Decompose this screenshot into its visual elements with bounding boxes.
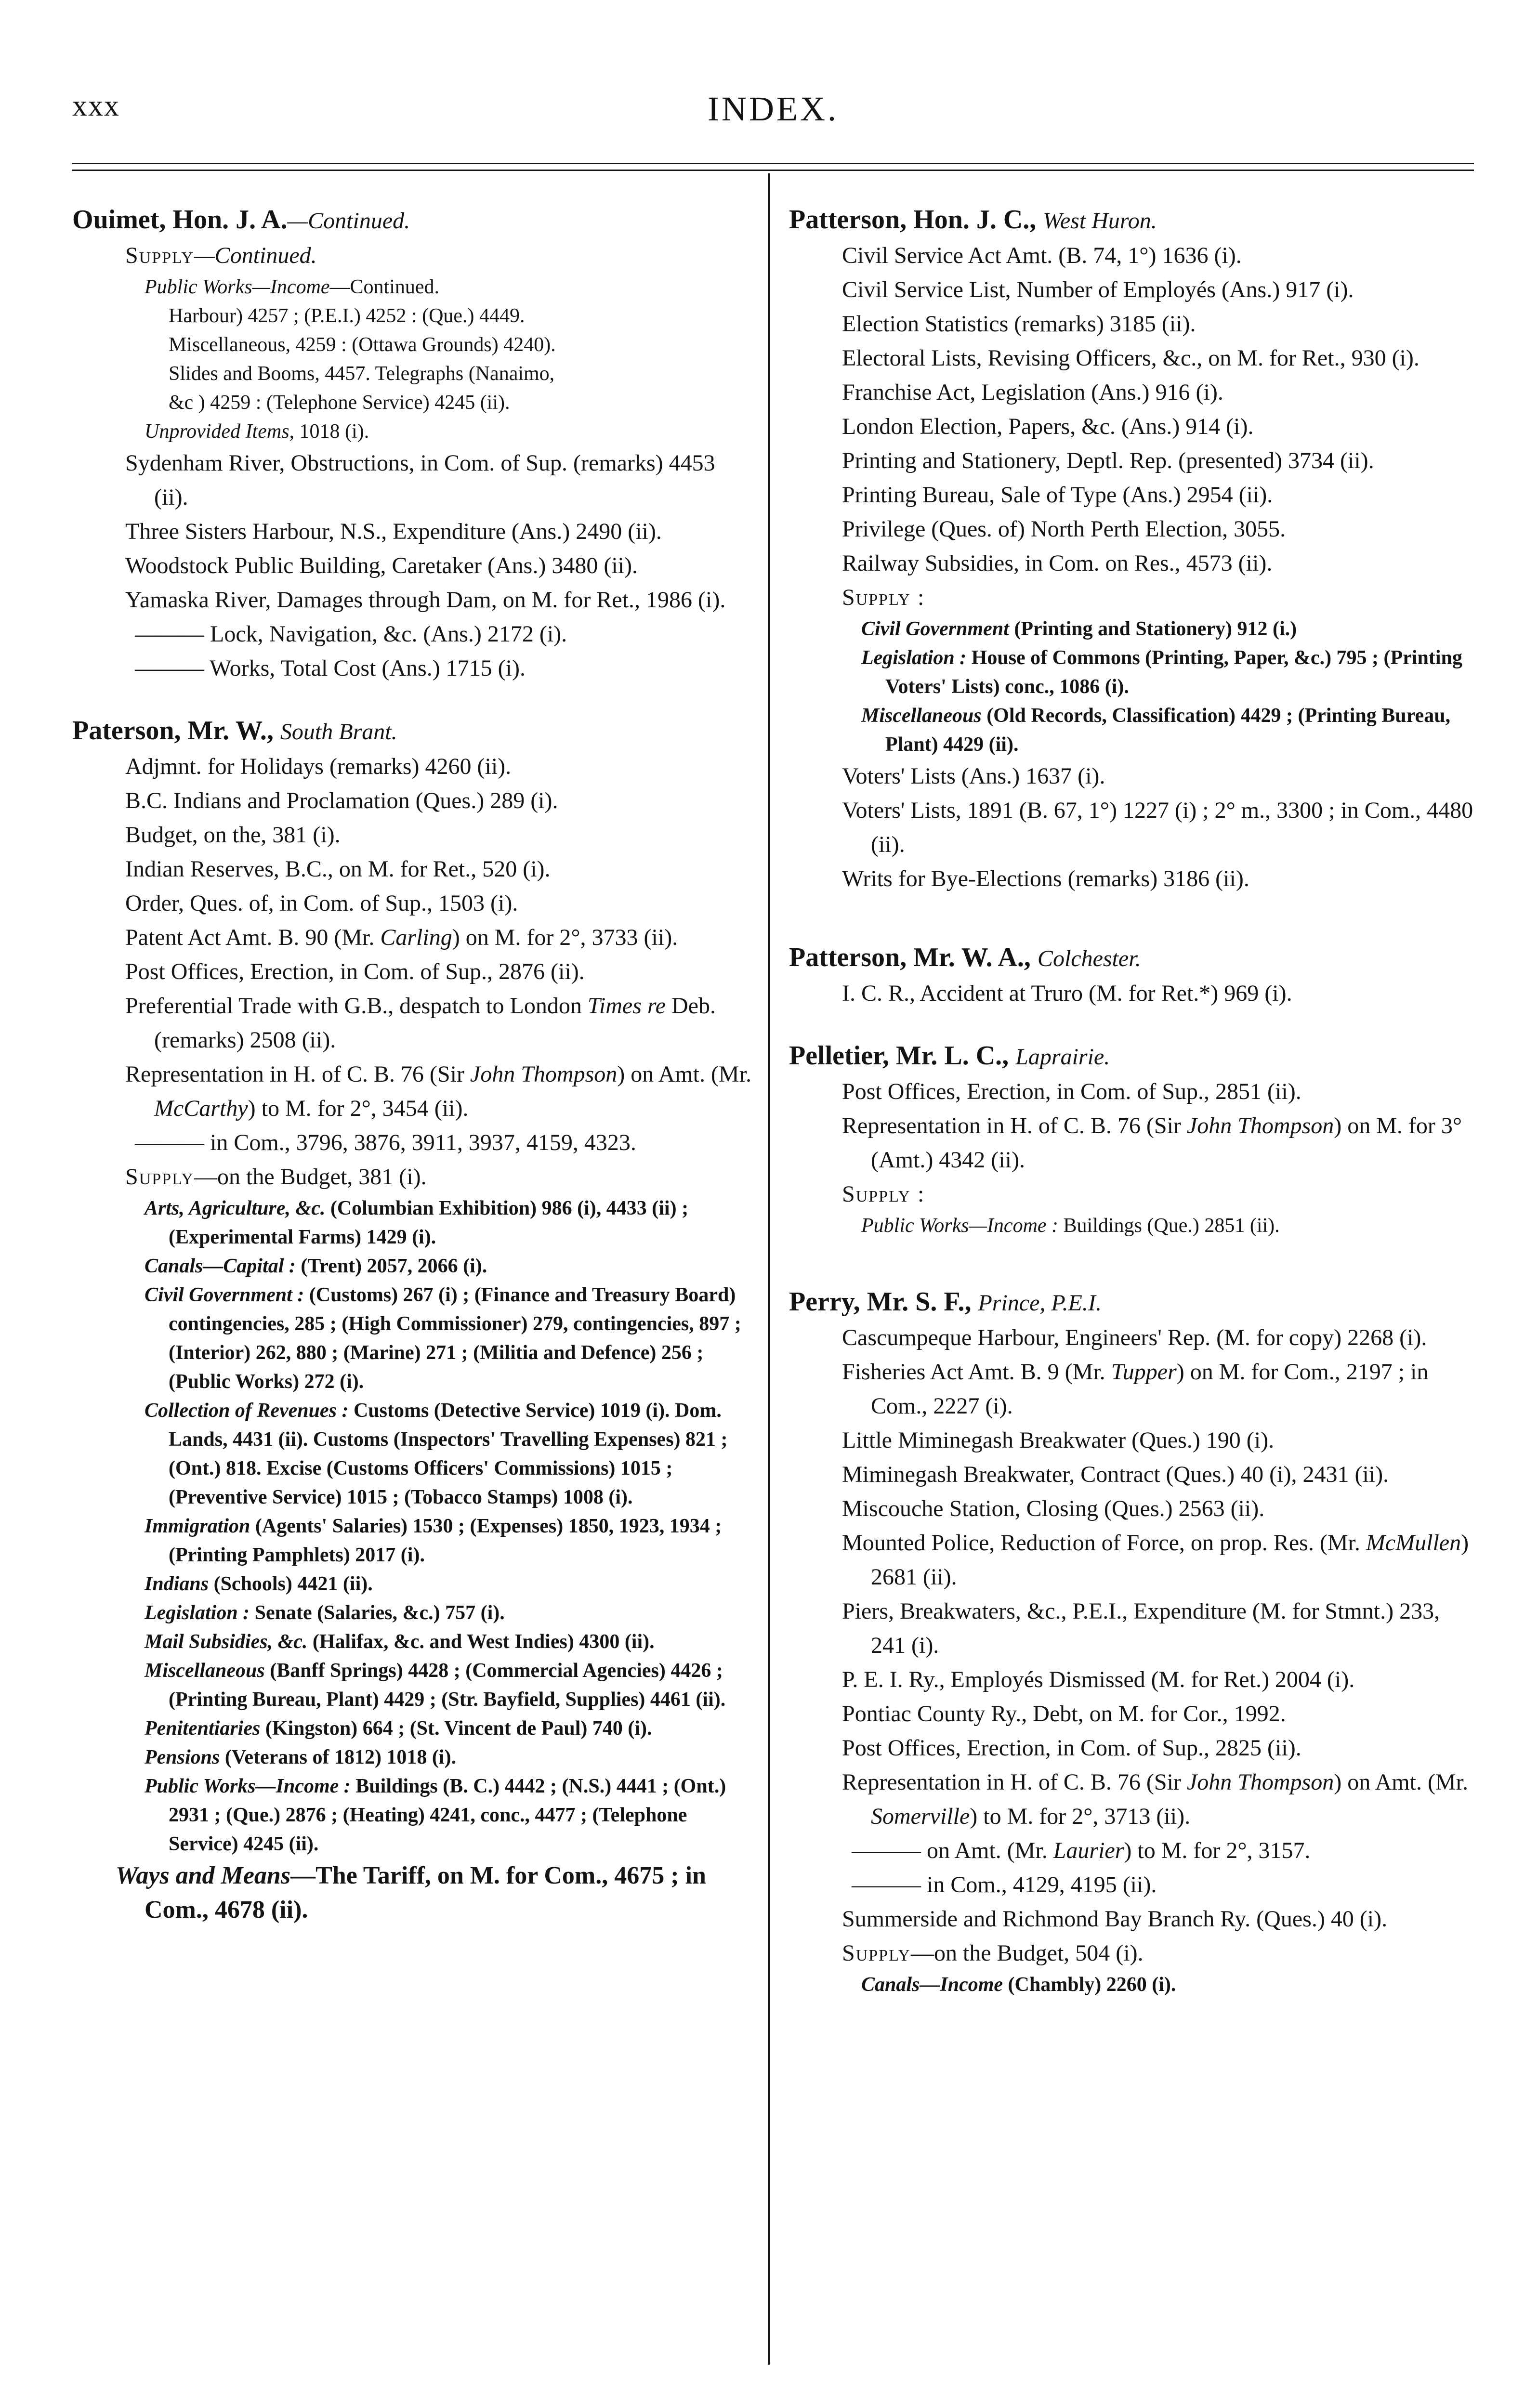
- index-item: Representation in H. of C. B. 76 (Sir John Thompson) on Amt. (Mr. McCarthy) to M. for 2°, 3454 (ii).: [125, 1061, 751, 1121]
- index-item: Cascumpeque Harbour, Engineers' Rep. (M. for copy) 2268 (i).: [842, 1325, 1427, 1350]
- header-rule-double: [72, 170, 1474, 171]
- supply-item-continued: &c ) 4259 : (Telephone Service) 4245 (ii).: [169, 392, 510, 414]
- index-subitem: ——— Works, Total Cost (Ans.) 1715 (i).: [135, 655, 526, 681]
- index-item: Voters' Lists (Ans.) 1637 (i).: [842, 763, 1105, 789]
- supply-item: Miscellaneous (Old Records, Classification) 4429 ; (Printing Bureau, Plant) 4429 (ii).: [861, 705, 1451, 756]
- index-item: Patent Act Amt. B. 90 (Mr. Carling) on M. for 2°, 3733 (ii).: [125, 925, 678, 950]
- supply-item: Canals—Income (Chambly) 2260 (i).: [861, 1974, 1176, 1996]
- index-item: B.C. Indians and Proclamation (Ques.) 289 (i).: [125, 788, 558, 813]
- supply-item: Civil Government : (Customs) 267 (i) ; (Finance and Treasury Board) contingencies, 285 ; (High Commissioner) 279, contingencies, 897 ; (Interior) 262, 880 ; (Marine) 271 ; (Militia and Defence) 256 ; (Public Works) 272 (i).: [145, 1284, 741, 1393]
- index-item: I. C. R., Accident at Truro (M. for Ret.*) 969 (i).: [842, 981, 1292, 1006]
- index-item: Representation in H. of C. B. 76 (Sir John Thompson) on M. for 3° (Amt.) 4342 (ii).: [842, 1113, 1462, 1173]
- index-item: P. E. I. Ry., Employés Dismissed (M. for Ret.) 2004 (i).: [842, 1667, 1355, 1692]
- entry-heading: Perry, Mr. S. F., Prince, P.E.I.: [789, 1287, 1102, 1317]
- index-item: Summerside and Richmond Bay Branch Ry. (Ques.) 40 (i).: [842, 1906, 1388, 1932]
- index-item: Post Offices, Erection, in Com. of Sup., 2876 (ii).: [125, 959, 585, 984]
- left-column: [72, 202, 751, 1927]
- index-subitem: ——— on Amt. (Mr. Laurier) to M. for 2°, 3157.: [852, 1838, 1311, 1863]
- entry-patterson-jc: [789, 202, 1474, 896]
- index-item: Pontiac County Ry., Debt, on M. for Cor., 1992.: [842, 1701, 1286, 1727]
- index-item: Ways and Means—The Tariff, on M. for Com., 4675 ; in Com., 4678 (ii).: [116, 1862, 706, 1924]
- index-item: Miscouche Station, Closing (Ques.) 2563 (ii).: [842, 1496, 1265, 1521]
- index-item: Budget, on the, 381 (i).: [125, 822, 341, 848]
- index-item: Adjmnt. for Holidays (remarks) 4260 (ii).: [125, 754, 512, 779]
- supply-subheading: Supply—on the Budget, 381 (i).: [125, 1164, 427, 1190]
- supply-item: Indians (Schools) 4421 (ii).: [145, 1573, 373, 1595]
- supply-item: Canals—Capital : (Trent) 2057, 2066 (i).: [145, 1255, 487, 1277]
- column-divider: [768, 173, 770, 2365]
- page-header: [72, 89, 1474, 132]
- page-number: xxx: [72, 90, 120, 122]
- supply-item: Legislation : Senate (Salaries, &c.) 757 (i).: [145, 1602, 505, 1624]
- index-subitem: ——— in Com., 3796, 3876, 3911, 3937, 4159, 4323.: [135, 1130, 636, 1155]
- entry-patterson-wa: [789, 940, 1474, 1010]
- index-item: London Election, Papers, &c. (Ans.) 914 (i).: [842, 414, 1254, 439]
- supply-subheading: Supply :: [842, 585, 925, 610]
- index-item: Franchise Act, Legislation (Ans.) 916 (i).: [842, 380, 1223, 405]
- supply-item: Penitentiaries (Kingston) 664 ; (St. Vincent de Paul) 740 (i).: [145, 1717, 652, 1740]
- index-item: Civil Service Act Amt. (B. 74, 1°) 1636 (i).: [842, 243, 1242, 268]
- index-item: Sydenham River, Obstructions, in Com. of Sup. (remarks) 4453 (ii).: [125, 450, 715, 510]
- index-item: Representation in H. of C. B. 76 (Sir John Thompson) on Amt. (Mr. Somerville) to M. for 2°, 3713 (ii).: [842, 1769, 1468, 1829]
- index-item: Printing Bureau, Sale of Type (Ans.) 2954 (ii).: [842, 482, 1273, 508]
- page-title: INDEX.: [708, 90, 839, 128]
- supply-item: Miscellaneous (Banff Springs) 4428 ; (Commercial Agencies) 4426 ; (Printing Bureau, Plant) 4429 ; (Str. Bayfield, Supplies) 4461 (ii).: [145, 1660, 726, 1711]
- supply-subheading: Supply—on the Budget, 504 (i).: [842, 1940, 1144, 1966]
- index-item: Indian Reserves, B.C., on M. for Ret., 520 (i).: [125, 856, 551, 882]
- supply-item: Immigration (Agents' Salaries) 1530 ; (Expenses) 1850, 1923, 1934 ; (Printing Pamphlets) 2017 (i).: [145, 1515, 722, 1566]
- index-item: Preferential Trade with G.B., despatch to London Times re Deb. (remarks) 2508 (ii).: [125, 993, 716, 1053]
- supply-item: Civil Government (Printing and Stationery) 912 (i.): [861, 618, 1297, 640]
- supply-item: Public Works—Income : Buildings (B. C.) 4442 ; (N.S.) 4441 ; (Ont.) 2931 ; (Que.) 2876 ; (Heating) 4241, conc., 4477 ; (Telephone Service) 4245 (ii).: [145, 1775, 726, 1855]
- supply-item: Arts, Agriculture, &c. (Columbian Exhibition) 986 (i), 4433 (ii) ; (Experimental Farms) 1429 (i).: [145, 1197, 689, 1248]
- entry-perry: [789, 1284, 1474, 1999]
- index-item: Order, Ques. of, in Com. of Sup., 1503 (i).: [125, 890, 518, 916]
- supply-item: Legislation : House of Commons (Printing, Paper, &c.) 795 ; (Printing Voters' Lists) conc., 1086 (i).: [861, 647, 1462, 698]
- entry-heading: Ouimet, Hon. J. A.—Continued.: [72, 205, 410, 235]
- index-item: Voters' Lists, 1891 (B. 67, 1°) 1227 (i) ; 2° m., 3300 ; in Com., 4480 (ii).: [842, 798, 1473, 857]
- index-item: Fisheries Act Amt. B. 9 (Mr. Tupper) on M. for Com., 2197 ; in Com., 2227 (i).: [842, 1359, 1429, 1419]
- entry-ouimet: [72, 202, 751, 685]
- index-item: Railway Subsidies, in Com. on Res., 4573 (ii).: [842, 550, 1273, 576]
- entry-paterson: [72, 713, 751, 1927]
- entry-heading: Pelletier, Mr. L. C., Laprairie.: [789, 1041, 1110, 1071]
- supply-item: Collection of Revenues : Customs (Detective Service) 1019 (i). Dom. Lands, 4431 (ii). Customs (Inspectors' Travelling Expenses) 821 ; (Ont.) 818. Excise (Customs Officers' Commissions) 1015 ; (Preventive Service) 1015 ; (Tobacco Stamps) 1008 (i).: [145, 1400, 728, 1508]
- index-item: Writs for Bye-Elections (remarks) 3186 (ii).: [842, 866, 1249, 891]
- index-item: Election Statistics (remarks) 3185 (ii).: [842, 311, 1196, 337]
- index-item: Miminegash Breakwater, Contract (Ques.) 40 (i), 2431 (ii).: [842, 1462, 1389, 1487]
- supply-subheading: Supply :: [842, 1181, 925, 1207]
- entry-pelletier: [789, 1038, 1474, 1240]
- index-item: Post Offices, Erection, in Com. of Sup., 2851 (ii).: [842, 1079, 1301, 1104]
- entry-heading: Patterson, Hon. J. C., West Huron.: [789, 205, 1157, 235]
- index-item: Electoral Lists, Revising Officers, &c., on M. for Ret., 930 (i).: [842, 345, 1420, 371]
- index-item: Privilege (Ques. of) North Perth Election, 3055.: [842, 516, 1286, 542]
- supply-item: Unprovided Items, 1018 (i).: [145, 420, 369, 443]
- supply-item-continued: Miscellaneous, 4259 : (Ottawa Grounds) 4240).: [169, 334, 556, 356]
- index-item: Mounted Police, Reduction of Force, on prop. Res. (Mr. McMullen) 2681 (ii).: [842, 1530, 1469, 1590]
- index-subitem: ——— in Com., 4129, 4195 (ii).: [852, 1872, 1157, 1898]
- index-item: Woodstock Public Building, Caretaker (Ans.) 3480 (ii).: [125, 553, 638, 578]
- index-subitem: ——— Lock, Navigation, &c. (Ans.) 2172 (i).: [135, 621, 567, 647]
- index-item: Post Offices, Erection, in Com. of Sup., 2825 (ii).: [842, 1735, 1301, 1761]
- supply-item: Public Works—Income : Buildings (Que.) 2851 (ii).: [861, 1215, 1280, 1237]
- supply-item: Mail Subsidies, &c. (Halifax, &c. and West Indies) 4300 (ii).: [145, 1631, 655, 1653]
- supply-item-continued: Slides and Booms, 4457. Telegraphs (Nanaimo,: [169, 363, 555, 385]
- supply-subheading: Supply—Continued.: [125, 243, 317, 268]
- index-item: Little Miminegash Breakwater (Ques.) 190 (i).: [842, 1427, 1275, 1453]
- index-item: Yamaska River, Damages through Dam, on M. for Ret., 1986 (i).: [125, 587, 726, 613]
- entry-heading: Patterson, Mr. W. A., Colchester.: [789, 942, 1141, 972]
- entry-heading: Paterson, Mr. W., South Brant.: [72, 716, 397, 746]
- index-item: Civil Service List, Number of Employés (Ans.) 917 (i).: [842, 277, 1354, 302]
- header-rule: [72, 163, 1474, 164]
- right-column: [789, 202, 1474, 1999]
- index-item: Piers, Breakwaters, &c., P.E.I., Expenditure (M. for Stmnt.) 233, 241 (i).: [842, 1598, 1440, 1658]
- supply-item: Pensions (Veterans of 1812) 1018 (i).: [145, 1746, 457, 1768]
- supply-item: Public Works—Income—Continued.: [145, 276, 440, 298]
- index-item: Three Sisters Harbour, N.S., Expenditure (Ans.) 2490 (ii).: [125, 519, 662, 544]
- supply-item-continued: Harbour) 4257 ; (P.E.I.) 4252 : (Que.) 4449.: [169, 305, 525, 327]
- index-item: Printing and Stationery, Deptl. Rep. (presented) 3734 (ii).: [842, 448, 1374, 473]
